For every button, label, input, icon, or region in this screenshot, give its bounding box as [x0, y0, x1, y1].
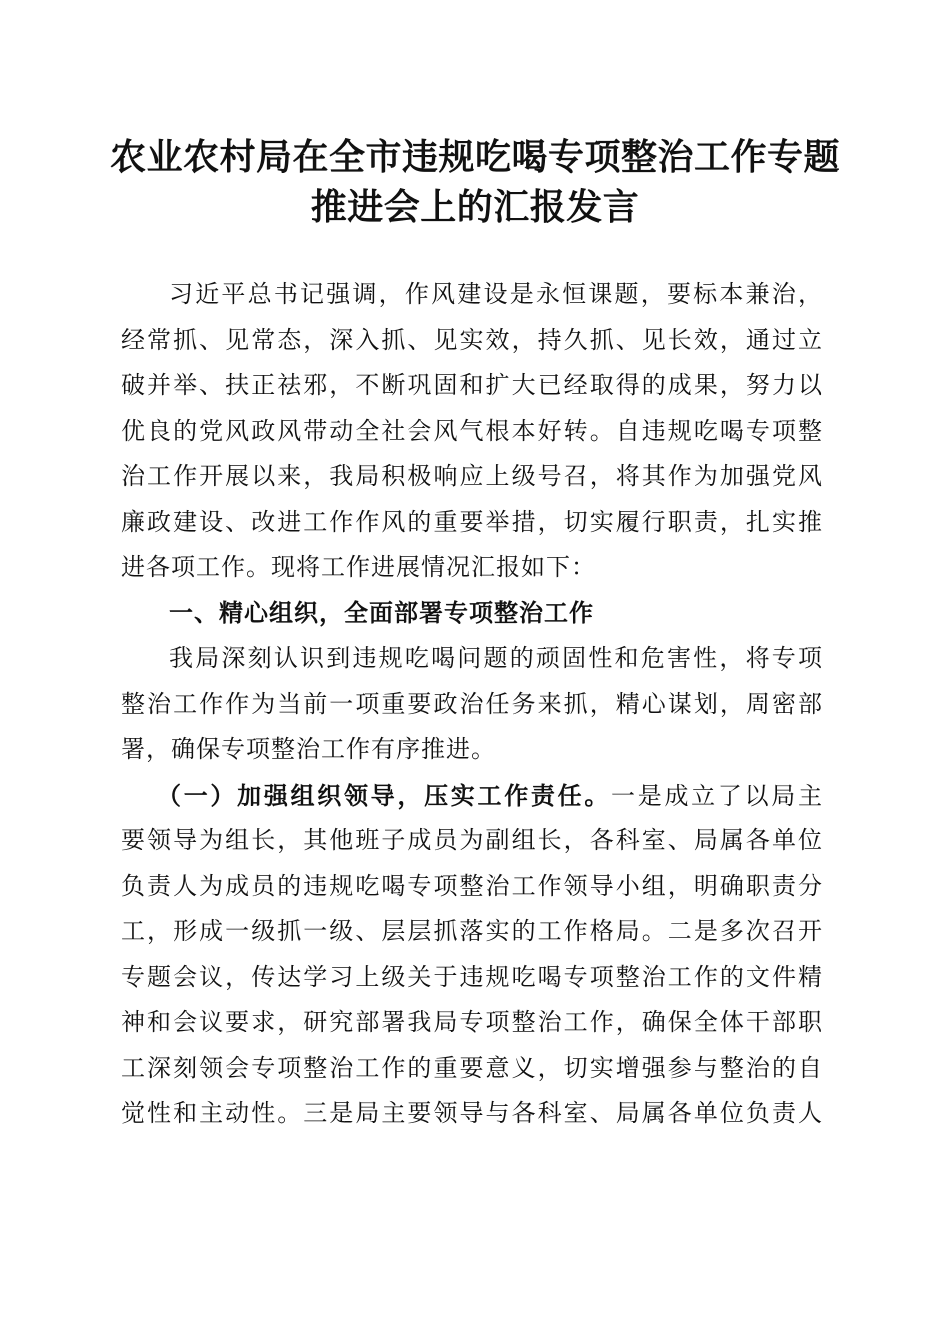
subsection-line: 觉性和主动性。三是局主要领导与各科室、局属各单位负责人 [121, 1099, 823, 1127]
subsection-heading: （一）加强组织领导，压实工作责任。 [157, 780, 612, 810]
subsection-first-line [121, 773, 823, 819]
intro-line: 廉政建设、改进工作作风的重要举措，切实履行职责，扎实推 [121, 507, 823, 536]
section-heading: 一、精心组织，全面部署专项整治工作 [169, 598, 594, 627]
subsection-line: 专题会议，传达学习上级关于违规吃喝专项整治工作的文件精 [121, 962, 823, 991]
section-paragraph-line: 整治工作作为当前一项重要政治任务来抓，精心谋划，周密部 [121, 689, 823, 718]
section-paragraph-line: 我局深刻认识到违规吃喝问题的顽固性和危害性，将专项 [169, 644, 823, 672]
subsection-line: 要领导为组长，其他班子成员为副组长，各科室、局属各单位 [121, 826, 823, 854]
document-body [121, 272, 823, 1137]
intro-line: 进各项工作。现将工作进展情况汇报如下： [121, 553, 596, 581]
intro-line: 习近平总书记强调，作风建设是永恒课题，要标本兼治， [169, 280, 823, 308]
title-line-2: 推进会上的汇报发言 [310, 186, 640, 228]
subsection-line: 工，形成一级抓一级、层层抓落实的工作格局。二是多次召开 [121, 917, 823, 945]
intro-line: 经常抓、见常态，深入抓、见实效，持久抓、见长效，通过立 [121, 325, 823, 354]
document-title [110, 132, 840, 232]
subsection-line: 工深刻领会专项整治工作的重要意义，切实增强参与整治的自 [121, 1053, 823, 1082]
intro-line: 破并举、扶正祛邪，不断巩固和扩大已经取得的成果，努力以 [121, 371, 823, 399]
title-line-1: 农业农村局在全市违规吃喝专项整治工作专题 [110, 136, 841, 178]
intro-line: 优良的党风政风带动全社会风气根本好转。自违规吃喝专项整 [121, 416, 823, 445]
subsection-first-line-text: 一是成立了以局主 [611, 781, 824, 810]
intro-line: 治工作开展以来，我局积极响应上级号召，将其作为加强党风 [121, 462, 823, 490]
section-paragraph-line: 署，确保专项整治工作有序推进。 [121, 735, 496, 763]
subsection-line: 负责人为成员的违规吃喝专项整治工作领导小组，明确职责分 [121, 871, 823, 900]
subsection-line: 神和会议要求，研究部署我局专项整治工作，确保全体干部职 [121, 1008, 823, 1036]
